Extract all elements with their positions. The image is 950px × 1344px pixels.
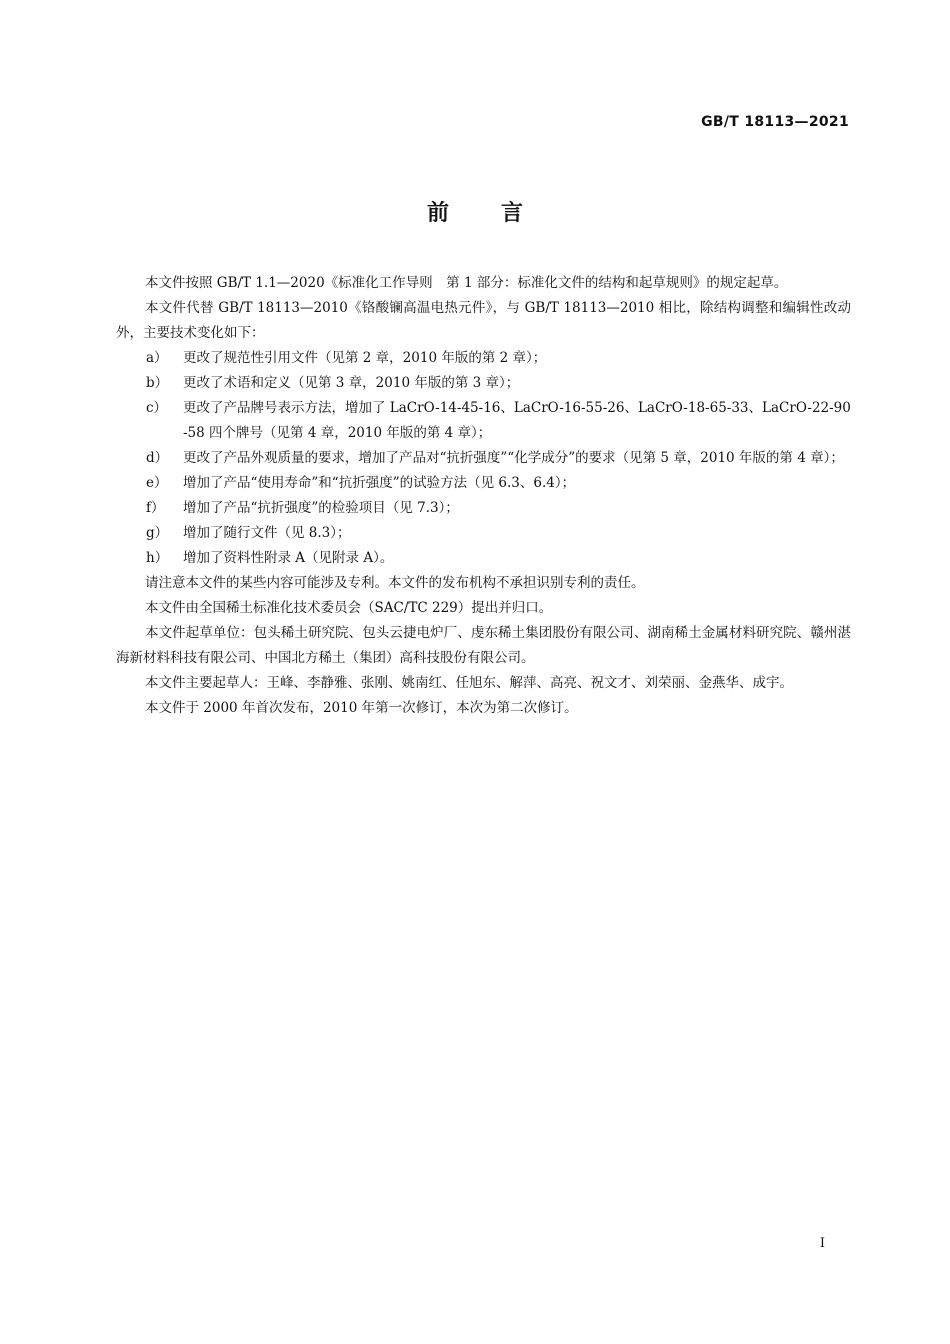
list-item	[116, 546, 851, 571]
list-item	[116, 396, 851, 446]
list-item	[116, 346, 851, 371]
page-number: I	[819, 1236, 825, 1251]
list-marker: f）	[146, 500, 165, 516]
list-marker: e）	[146, 475, 168, 491]
list-marker: g）	[146, 525, 169, 541]
list-item-text: 增加了随行文件（见 8.3）；	[183, 525, 351, 541]
paragraph-drafting-rules: 本文件按照 GB/T 1.1—2020《标准化工作导则 第 1 部分：标准化文件的结构和起草规则》的规定起草。	[145, 275, 788, 291]
list-item-text: 增加了资料性附录 A（见附录 A）。	[183, 550, 394, 566]
list-item	[116, 521, 851, 546]
paragraph-drafting-units: 本文件起草单位：包头稀土研究院、包头云捷电炉厂、虔东稀土集团股份有限公司、湖南稀土金属材料研究院、赣州湛海新材料科技有限公司、中国北方稀土（集团）高科技股份有限公司。	[116, 625, 851, 666]
foreword-body	[116, 271, 851, 721]
standard-code: GB/T 18113—2021	[701, 114, 849, 130]
list-item-text: 更改了产品外观质量的要求，增加了产品对“抗折强度”“化学成分”的要求（见第 5 章，2010 年版的第 4 章）；	[183, 450, 844, 466]
paragraph-drafters: 本文件主要起草人：王峰、李静雅、张刚、姚南红、任旭东、解萍、高亮、祝文才、刘荣丽、金燕华、成宇。	[145, 675, 793, 691]
paragraph-proposer: 本文件由全国稀土标准化技术委员会（SAC/TC 229）提出并归口。	[145, 600, 553, 616]
list-item-text: 增加了产品“抗折强度”的检验项目（见 7.3）；	[183, 500, 459, 516]
list-item-text: 更改了产品牌号表示方法，增加了 LaCrO-14-45-16、LaCrO-16-55-26、LaCrO-18-65-33、LaCrO-22-90-58 四个牌号（见第 4 章，2010 年版的第 4 章）；	[183, 400, 851, 441]
paragraph-history: 本文件于 2000 年首次发布，2010 年第一次修订，本次为第二次修订。	[145, 700, 578, 716]
list-marker: b）	[146, 375, 169, 391]
list-item-text: 增加了产品“使用寿命”和“抗折强度”的试验方法（见 6.3、6.4）；	[183, 475, 576, 491]
list-item	[116, 371, 851, 396]
list-item	[116, 471, 851, 496]
list-marker: c）	[146, 400, 168, 416]
list-item-text: 更改了规范性引用文件（见第 2 章，2010 年版的第 2 章）；	[183, 350, 547, 366]
list-marker: d）	[146, 450, 169, 466]
page-title: 前言	[426, 201, 575, 226]
list-item	[116, 496, 851, 521]
paragraph-replacement: 本文件代替 GB/T 18113—2010《铬酸镧高温电热元件》，与 GB/T 18113—2010 相比，除结构调整和编辑性改动外，主要技术变化如下：	[116, 300, 851, 341]
paragraph-patent-notice: 请注意本文件的某些内容可能涉及专利。本文件的发布机构不承担识别专利的责任。	[145, 575, 645, 591]
list-marker: a）	[146, 350, 168, 366]
list-marker: h）	[146, 550, 169, 566]
list-item	[116, 446, 851, 471]
list-item-text: 更改了术语和定义（见第 3 章，2010 年版的第 3 章）；	[183, 375, 520, 391]
